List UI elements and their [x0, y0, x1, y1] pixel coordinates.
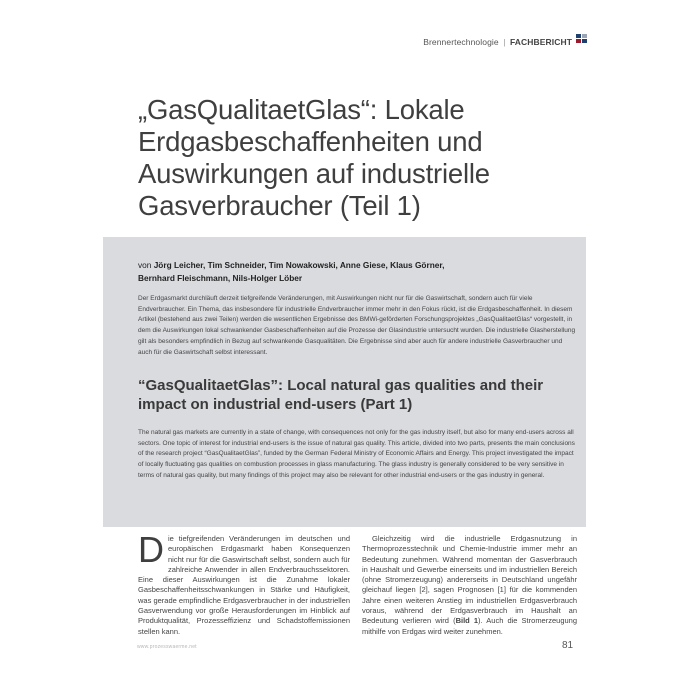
- abstract-english: The natural gas markets are currently in a state of change, with consequences not only for the gas industry itself, but also for many end-users across all sectors. One topic of interest for industrial end-users is the issue of natural gas quality. This article, divided into two parts, presents the main conclusions of the research project “GasQualitaetGlas”, funded by the German Federal Ministry of Economic Affairs and Energy. This project investigated the impact of locally fluctuating gas qualities on combustion processes in glass manufacturing. The glass industry is generally considered to be very sensitive in terms of natural gas quality, but many findings of this project may also be relevant for other industrial end-users or the gas industry in general.: [138, 429, 575, 479]
- article-title: [138, 94, 578, 222]
- abstract-german: Der Erdgasmarkt durchläuft derzeit tiefgreifende Veränderungen, mit Auswirkungen nicht nur für die Gaswirtschaft, sondern auch für viele Endverbraucher. Ein Thema, das insbesondere für industrielle Endverbraucher immer mehr in den Fokus rückt, ist die Erdgasbeschaffenheit. In diesem Artikel (bestehend aus zwei Teilen) werden die wesentlichen Ergebnisse des BMWi-geförderten Forschungsprojektes „GasQualitaetGlas“ vorgestellt, in dem die Auswirkungen lokal schwankender Gasbeschaffenheiten auf die Prozesse der Glasindustrie untersucht wurden. Die industrielle Glasherstellung gilt als besonders empfindlich in Bezug auf schwankende Gasqualitäten. Die Ergebnisse sind aber auch für andere industrielle Gasverbraucher und auch für die Gaswirtschaft selbst interessant.: [138, 295, 576, 356]
- figure-reference[interactable]: Bild 1: [455, 616, 479, 626]
- title-line: Erdgasbeschaffenheiten und: [138, 126, 483, 157]
- body-text: ). Auch die Stromerzeugung mithilfe von Erdgas wird weiter zunehmen.: [362, 616, 578, 636]
- publisher-logo-icon: [576, 34, 587, 44]
- header-separator: |: [503, 37, 506, 47]
- authors-prefix: von: [138, 260, 154, 270]
- authors-line: Bernhard Fleischmann, Nils-Holger Löber: [138, 273, 303, 283]
- page-number: 81: [562, 640, 574, 651]
- english-title-line: “GasQualitaetGlas”: Local natural gas qualities and their: [138, 377, 544, 394]
- author-list: [138, 259, 578, 285]
- body-column-left: [138, 529, 350, 637]
- english-title-line: impact on industrial end-users (Part 1): [138, 396, 413, 413]
- body-column-right: [362, 534, 577, 637]
- english-title: [138, 376, 578, 414]
- body-text: ie tiefgreifenden Veränderungen im deutschen und europäischen Erdgasmarkt haben Konsequenzen nicht nur für die Gaswirtschaft selbst, sondern auch für zahlreiche Anwender in allen Endverbrauchssektoren. Eine dieser Auswirkungen ist die Zunahme lokaler Gasbeschaffenheitsschwankungen in Stärke und Häufigkeit, was gerade empfindliche Erdgasverbraucher in der industriellen Gasverwendung vor große Herausforderungen im Hinblick auf Produktqualität, Prozesseffizienz und Schadstoffemissionen stellen kann.: [138, 534, 350, 636]
- body-text: Gleichzeitig wird die industrielle Erdgasnutzung in Thermoprozesstechnik und Chemie-Industrie immer mehr an Bedeutung zunehmen. Während momentan der Gasverbrauch in Haushalt und Gewerbe einerseits und im industriellen Bereich (ohne Stromerzeugung) andererseits in Deutschland ungefähr gleichauf liegen [2], sagen Prognosen [1] für die kommenden Jahre einen weiteren Anstieg im industriellen Erdgasverbrauch voraus, während der Erdgasverbrauch im Haushalt an Bedeutung verlieren wird (: [362, 534, 577, 626]
- header-section: FACHBERICHT: [509, 37, 572, 47]
- title-line: Auswirkungen auf industrielle: [138, 158, 490, 189]
- drop-cap: D: [138, 529, 164, 570]
- footer-url: www.prozesswaerme.net: [137, 644, 197, 650]
- running-header: [423, 37, 572, 47]
- authors-line: Jörg Leicher, Tim Schneider, Tim Nowakowski, Anne Giese, Klaus Görner,: [153, 260, 445, 270]
- title-line: „GasQualitaetGlas“: Lokale: [138, 94, 465, 125]
- title-line: Gasverbraucher (Teil 1): [138, 190, 421, 221]
- header-category: Brennertechnologie: [423, 37, 499, 47]
